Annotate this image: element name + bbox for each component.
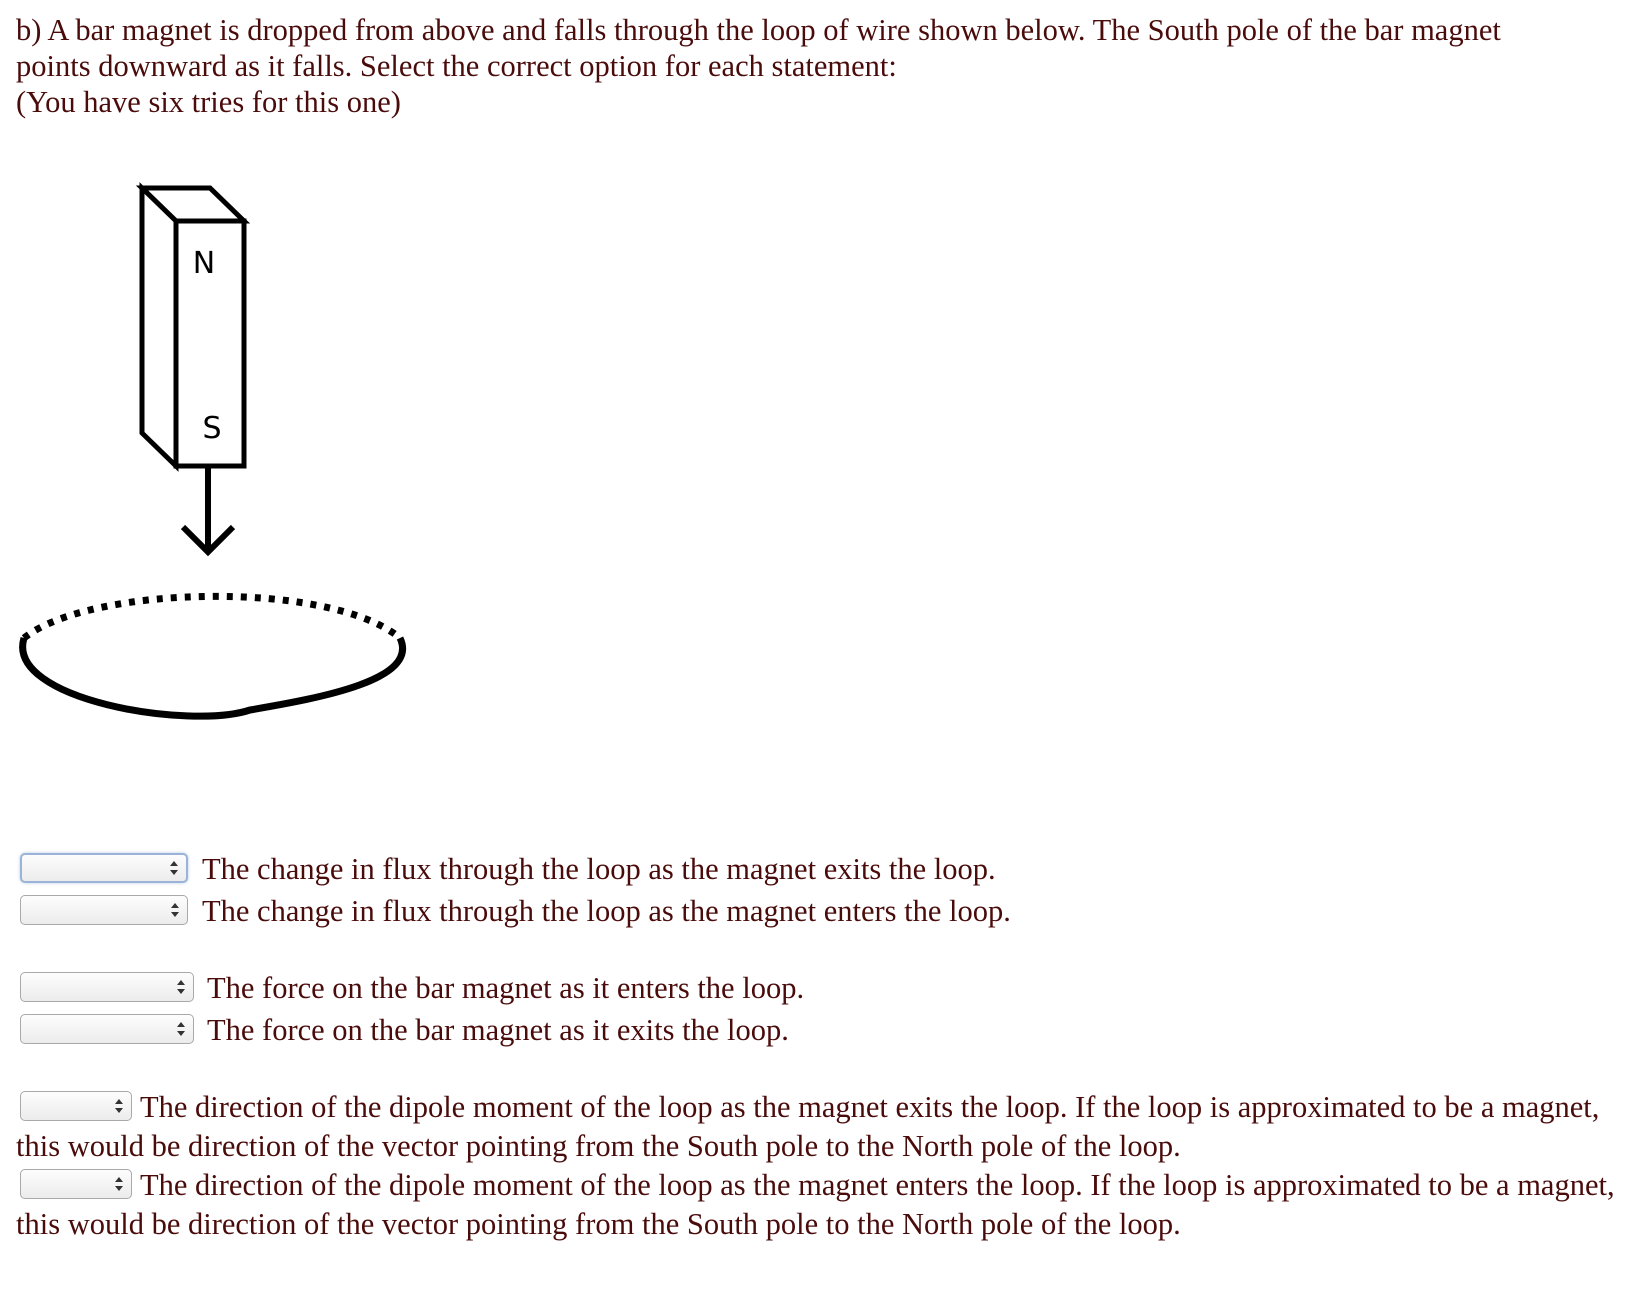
north-pole-label: N: [192, 246, 216, 281]
fall-arrow-icon: [183, 468, 233, 552]
statement-2-select[interactable]: [20, 895, 188, 925]
select-arrows-icon: [115, 1177, 123, 1191]
statement-4-select[interactable]: [20, 1014, 194, 1044]
question-line-3: (You have six tries for this one): [16, 85, 401, 119]
statement-5-text: The direction of the dipole moment of the loop as the magnet exits the loop. If the loop is approximated to be a magnet, this would be direction of the vector pointing from the South pole to the North pole of the loop.: [16, 1090, 1600, 1163]
statement-row-5: [16, 1088, 1626, 1166]
magnet-side-face: [142, 188, 176, 466]
statement-row-6: [16, 1166, 1626, 1244]
statement-5-select[interactable]: [20, 1091, 132, 1121]
statement-3-text: The force on the bar magnet as it enters the loop.: [207, 971, 805, 1005]
question-line-2: points downward as it falls. Select the correct option for each statement:: [16, 49, 897, 83]
question-text: [16, 12, 1616, 120]
statement-1-select[interactable]: [20, 853, 188, 883]
wire-loop: [23, 596, 403, 716]
select-arrows-icon: [177, 1022, 185, 1036]
statement-6-text: The direction of the dipole moment of the loop as the magnet enters the loop. If the loop is approximated to be a magnet, this would be direction of the vector pointing from the South pole to the North pole of the loop.: [16, 1168, 1615, 1241]
statement-4-text: The force on the bar magnet as it exits the loop.: [207, 1013, 789, 1047]
statement-3-select[interactable]: [20, 972, 194, 1002]
magnet-loop-figure: [0, 180, 460, 780]
bar-magnet: [142, 188, 244, 466]
statement-6-select[interactable]: [20, 1169, 132, 1199]
select-arrows-icon: [115, 1099, 123, 1113]
wire-loop-front: [23, 638, 403, 716]
wire-loop-back: [24, 596, 400, 638]
statement-1-text: The change in flux through the loop as the magnet exits the loop.: [202, 852, 996, 886]
select-arrows-icon: [177, 980, 185, 994]
figure-drawing: [0, 180, 460, 780]
question-line-1: b) A bar magnet is dropped from above and falls through the loop of wire shown below. The South pole of the bar magnet: [16, 13, 1501, 47]
south-pole-label: S: [202, 411, 222, 446]
statement-2-text: The change in flux through the loop as the magnet enters the loop.: [202, 894, 1011, 928]
select-arrows-icon: [171, 903, 179, 917]
select-arrows-icon: [170, 861, 178, 875]
